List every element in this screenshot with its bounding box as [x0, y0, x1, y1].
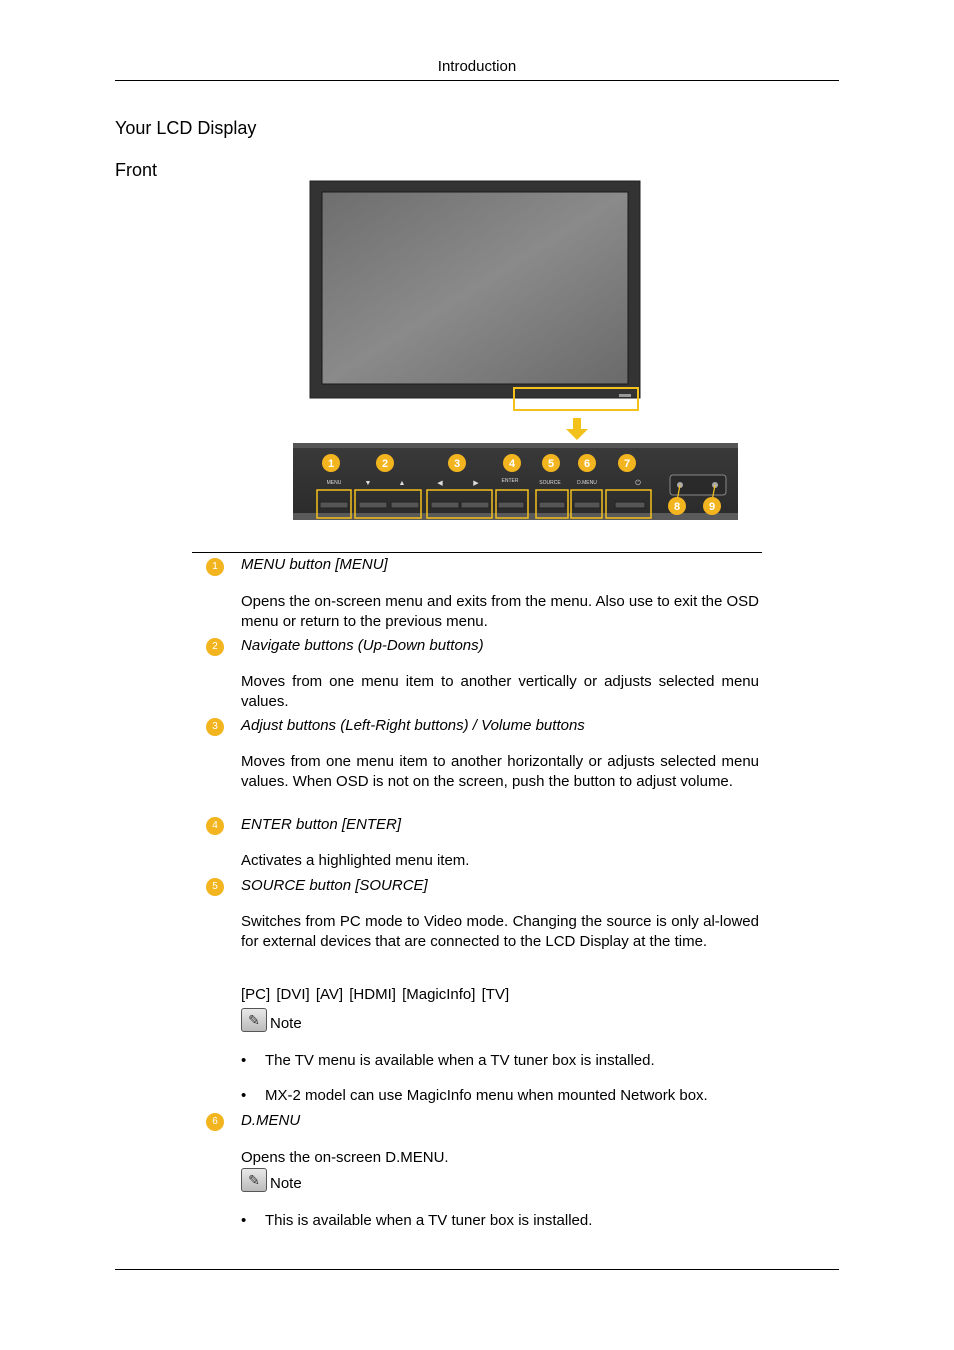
- panel-label-power: ⏻: [635, 480, 641, 487]
- note-label: Note: [270, 1175, 302, 1192]
- item-1-desc: Opens the on-screen menu and exits from the menu. Also use to exit the OSD menu or return to the previous menu.: [241, 593, 759, 630]
- note-heading-2: [241, 1168, 302, 1192]
- item-3-title: Adjust buttons (Left-Right buttons) / Volume buttons: [241, 717, 585, 734]
- panel-label-down: ▼: [364, 480, 372, 487]
- note-bullet: [241, 1212, 592, 1229]
- note-heading-1: [241, 1008, 302, 1032]
- panel-badge-4: 4: [508, 458, 516, 470]
- bullet-char: •: [241, 1052, 247, 1069]
- panel-badge-2: 2: [381, 458, 389, 470]
- source-list: [PC] [DVI] [AV] [HDMI] [MagicInfo] [TV]: [241, 986, 510, 1003]
- footer-rule: [115, 1269, 839, 1270]
- item-4-badge: 4: [206, 817, 224, 835]
- note-label: Note: [270, 1015, 302, 1032]
- monitor-screen: [322, 192, 628, 384]
- note-text: This is available when a TV tuner box is installed.: [265, 1212, 593, 1229]
- item-4-title: ENTER button [ENTER]: [241, 816, 402, 833]
- panel-badge-1: 1: [327, 458, 335, 470]
- panel-label-up: ▲: [398, 480, 406, 487]
- section-subtitle: Front: [115, 160, 158, 180]
- panel-label-source: SOURCE: [539, 480, 561, 486]
- panel-label-right: ▶: [473, 480, 479, 487]
- panel-label-enter: ENTER: [501, 478, 519, 484]
- panel-badge-6: 6: [583, 458, 591, 470]
- item-3-desc: Moves from one menu item to another horizontally or adjusts selected menu values. When OSD is not on the screen, push the button to adjust volume.: [241, 753, 759, 790]
- item-2-badge: 2: [206, 638, 224, 656]
- panel-badge-7: 7: [623, 458, 631, 470]
- section-title: Your LCD Display: [115, 118, 257, 138]
- running-header: Introduction: [437, 58, 517, 75]
- note-bullet: [241, 1052, 655, 1069]
- item-4-desc: Activates a highlighted menu item.: [241, 852, 470, 869]
- item-6-title: D.MENU: [241, 1112, 301, 1129]
- item-3-badge: 3: [206, 718, 224, 736]
- item-5-badge: 5: [206, 878, 224, 896]
- item-2-desc: Moves from one menu item to another vertically or adjusts selected menu values.: [241, 673, 759, 710]
- panel-label-dmenu: D.MENU: [577, 480, 597, 486]
- item-5-title: SOURCE button [SOURCE]: [241, 877, 428, 894]
- note-icon: ✎: [241, 1168, 267, 1192]
- note-text: The TV menu is available when a TV tuner box is installed.: [265, 1052, 655, 1069]
- panel-badge-5: 5: [547, 458, 555, 470]
- item-6-badge: 6: [206, 1113, 224, 1131]
- item-1-badge: 1: [206, 558, 224, 576]
- item-1-title: MENU button [MENU]: [241, 556, 388, 573]
- bullet-char: •: [241, 1212, 247, 1229]
- item-5-desc: Switches from PC mode to Video mode. Changing the source is only al-lowed for external devices that are connected to the LCD Display at the time.: [241, 913, 759, 950]
- lcd-front-illustration: [290, 178, 750, 523]
- item-6-desc: Opens the on-screen D.MENU.: [241, 1149, 449, 1166]
- bullet-char: •: [241, 1087, 247, 1104]
- note-text: MX-2 model can use MagicInfo menu when mounted Network box.: [265, 1087, 708, 1104]
- note-bullet: [241, 1087, 708, 1104]
- panel-badge-8: 8: [673, 501, 681, 513]
- panel-label-menu: MENU: [326, 480, 342, 486]
- table-top-rule: [192, 552, 762, 553]
- panel-badge-9: 9: [708, 501, 716, 513]
- item-2-title: Navigate buttons (Up-Down buttons): [241, 637, 484, 654]
- zoom-arrow: [566, 429, 588, 440]
- panel-label-left: ◀: [437, 480, 443, 487]
- header-rule: [115, 80, 839, 81]
- panel-badge-3: 3: [453, 458, 461, 470]
- note-icon: ✎: [241, 1008, 267, 1032]
